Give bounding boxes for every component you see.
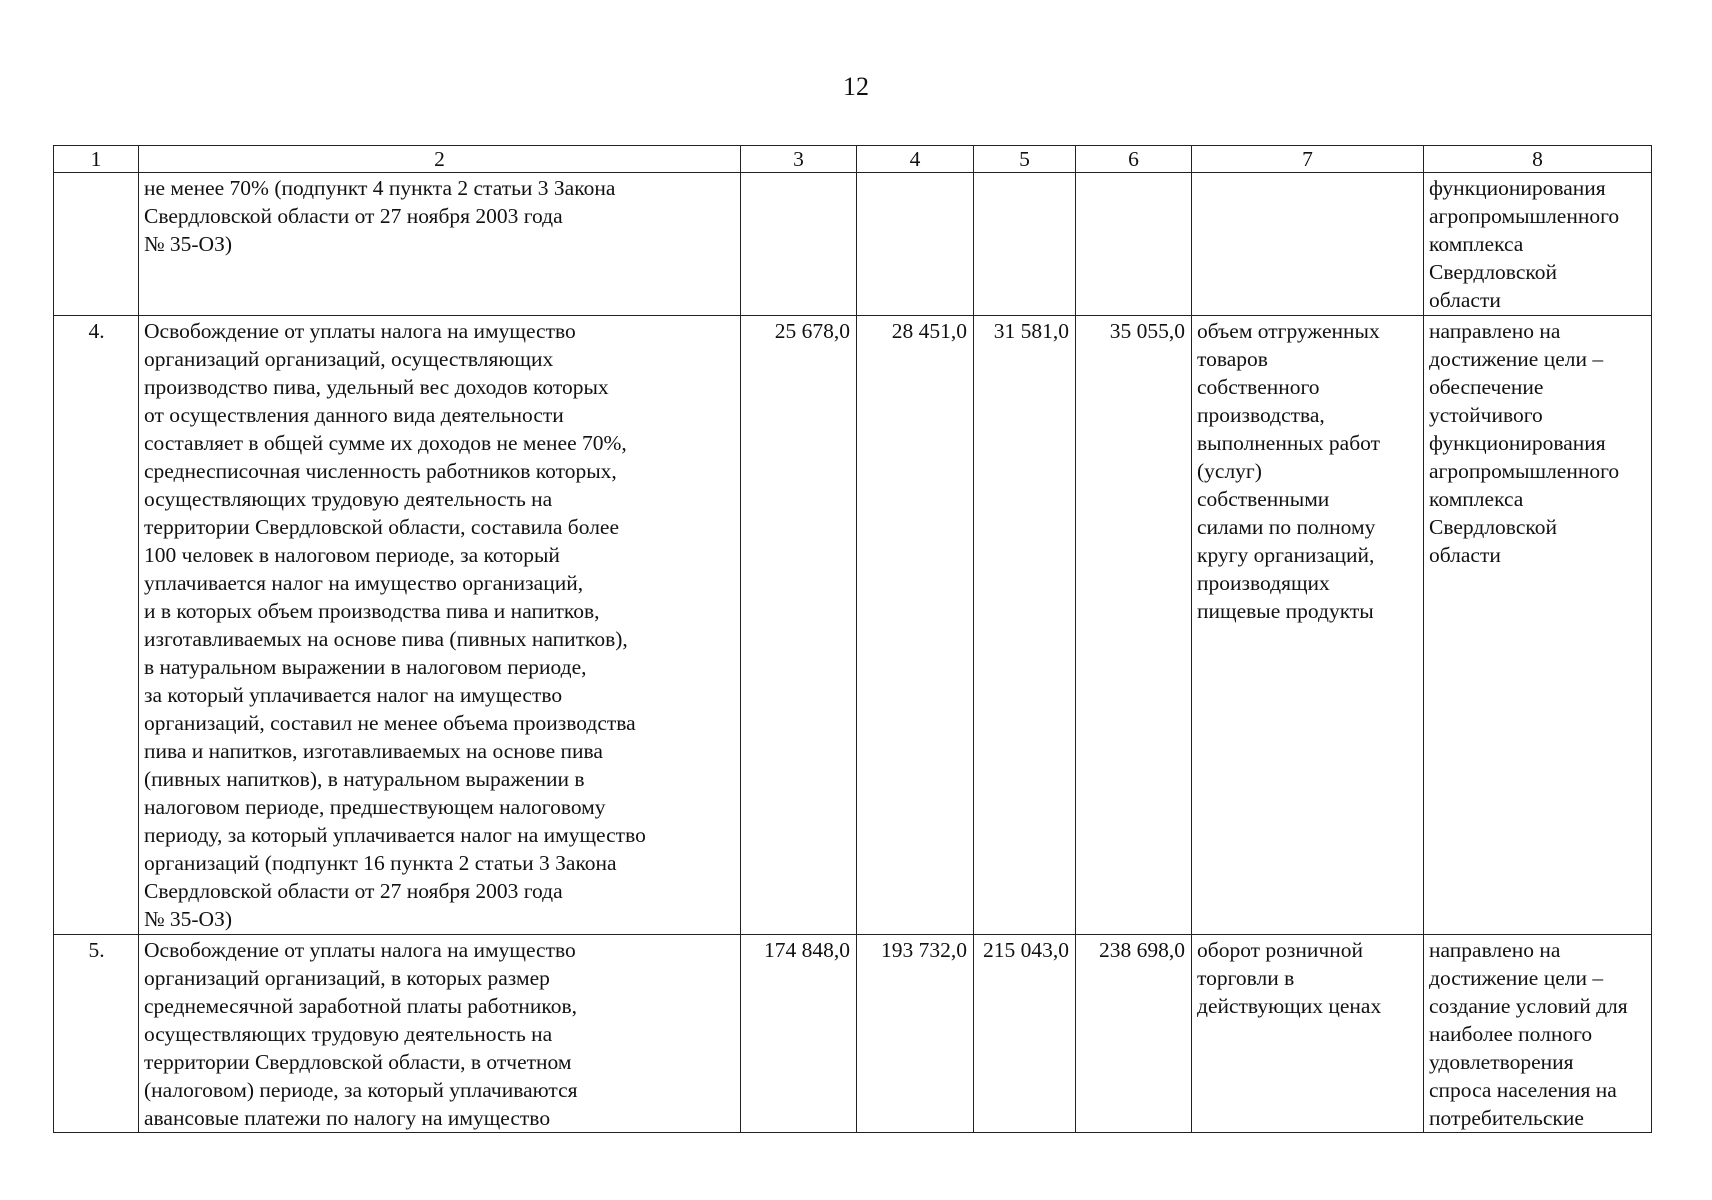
row-indicator: объем отгруженных товаров собственного производства, выполненных работ (услуг) собственными силами по полному кругу организаций, производящих пищевые продукты: [1192, 316, 1424, 935]
column-header: 8: [1424, 146, 1652, 173]
column-header: 7: [1192, 146, 1424, 173]
row-value-col5: [974, 173, 1076, 316]
row-value-col5: 215 043,0: [974, 935, 1076, 1133]
row-value-col6: [1076, 173, 1192, 316]
page-number: 12: [843, 72, 869, 101]
row-goal: направлено на достижение цели – создание условий для наиболее полного удовлетворения спроса населения на потребительские: [1424, 935, 1652, 1133]
table-row: [54, 173, 1652, 316]
table-header-row: [54, 146, 1652, 173]
row-indicator: [1192, 173, 1424, 316]
data-table: [53, 145, 1652, 1133]
row-description: Освобождение от уплаты налога на имущество организаций организаций, в которых размер среднемесячной заработной платы работников, осуществляющих трудовую деятельность на территории Свердловской области, в отчетном (налоговом) периоде, за который уплачиваются авансовые платежи по налогу на имущество: [139, 935, 741, 1133]
row-indicator: оборот розничной торговли в действующих ценах: [1192, 935, 1424, 1133]
row-number: [54, 173, 139, 316]
table-row: [54, 316, 1652, 935]
column-header: 4: [857, 146, 974, 173]
row-number: 4.: [54, 316, 139, 935]
row-value-col4: 193 732,0: [857, 935, 974, 1133]
row-goal: функционирования агропромышленного комплекса Свердловской области: [1424, 173, 1652, 316]
row-value-col4: 28 451,0: [857, 316, 974, 935]
column-header: 3: [741, 146, 857, 173]
column-header: 6: [1076, 146, 1192, 173]
row-value-col6: 238 698,0: [1076, 935, 1192, 1133]
row-value-col3: 174 848,0: [741, 935, 857, 1133]
row-number: 5.: [54, 935, 139, 1133]
row-goal: направлено на достижение цели – обеспечение устойчивого функционирования агропромышленного комплекса Свердловской области: [1424, 316, 1652, 935]
row-description: не менее 70% (подпункт 4 пункта 2 статьи 3 Закона Свердловской области от 27 ноября 2003 года № 35-ОЗ): [139, 173, 741, 316]
row-value-col3: 25 678,0: [741, 316, 857, 935]
table-row: [54, 935, 1652, 1133]
row-value-col3: [741, 173, 857, 316]
column-header: 5: [974, 146, 1076, 173]
row-value-col4: [857, 173, 974, 316]
row-value-col5: 31 581,0: [974, 316, 1076, 935]
row-value-col6: 35 055,0: [1076, 316, 1192, 935]
row-description: Освобождение от уплаты налога на имущество организаций организаций, осуществляющих производство пива, удельный вес доходов которых от осуществления данного вида деятельности составляет в общей сумме их доходов не менее 70%, среднесписочная численность работников которых, осуществляющих трудовую деятельность на территории Свердловской области, составила более 100 человек в налоговом периоде, за который уплачивается налог на имущество организаций, и в которых объем производства пива и напитков, изготавливаемых на основе пива (пивных напитков), в натуральном выражении в налоговом периоде, за который уплачивается налог на имущество организаций, составил не менее объема производства пива и напитков, изготавливаемых на основе пива (пивных напитков), в натуральном выражении в налоговом периоде, предшествующем налоговому периоду, за который уплачивается налог на имущество организаций (подпункт 16 пункта 2 статьи 3 Закона Свердловской области от 27 ноября 2003 года № 35-ОЗ): [139, 316, 741, 935]
column-header: 1: [54, 146, 139, 173]
column-header: 2: [139, 146, 741, 173]
